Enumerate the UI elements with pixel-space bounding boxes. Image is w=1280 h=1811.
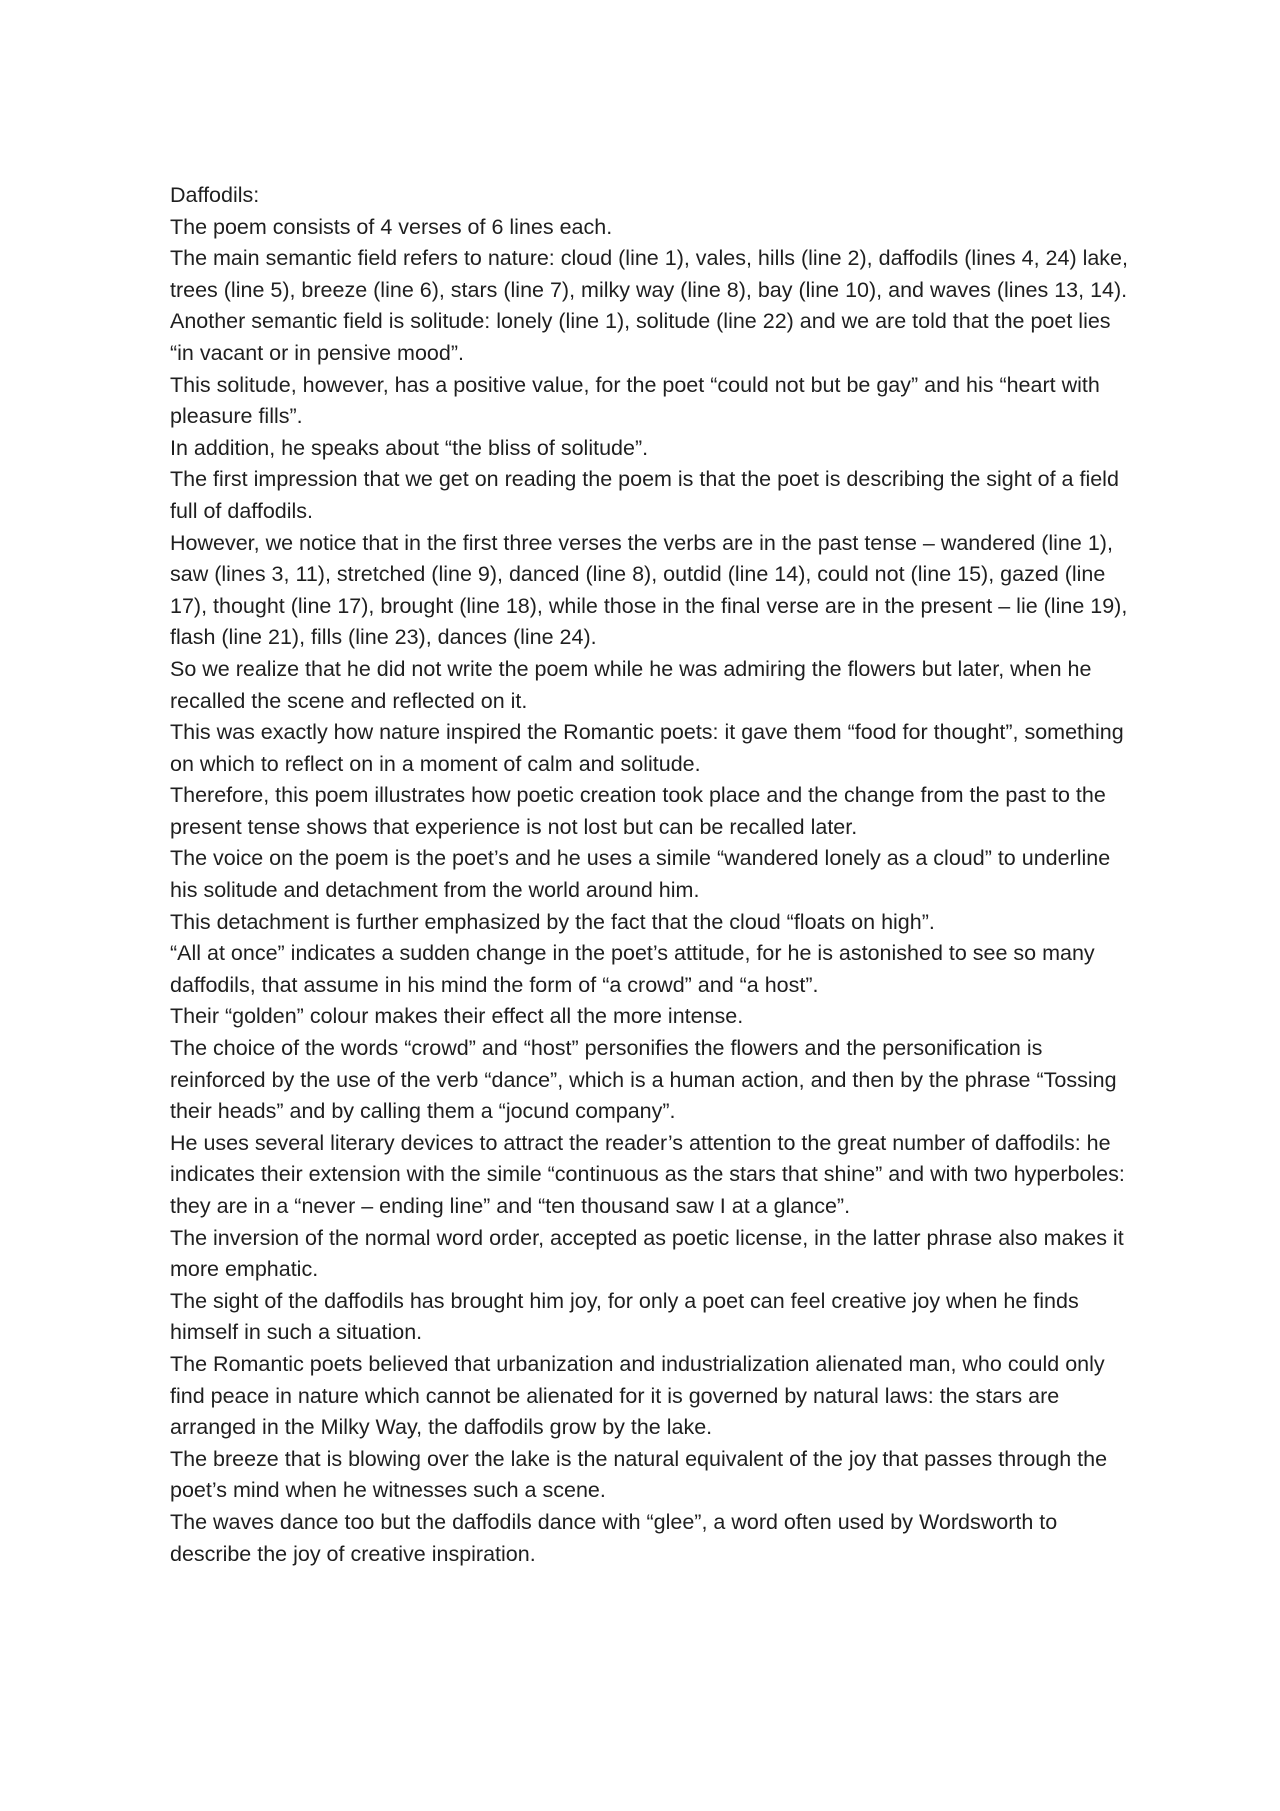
document-body <box>170 180 1130 1570</box>
paragraph: The voice on the poem is the poet’s and he uses a simile “wandered lonely as a cloud” to underline his solitude and detachment from the world around him. <box>170 846 1111 903</box>
paragraph: The waves dance too but the daffodils dance with “glee”, a word often used by Wordsworth to describe the joy of creative inspiration. <box>170 1509 1058 1566</box>
paragraph: The choice of the words “crowd” and “host” personifies the flowers and the personification is reinforced by the use of the verb “dance”, which is a human action, and then by the phrase “Tossing their heads” and by calling them a “jocund company”. <box>170 1036 1117 1124</box>
paragraph: However, we notice that in the first three verses the verbs are in the past tense – wandered (line 1), saw (lines 3, 11), stretched (line 9), danced (line 8), outdid (line 14), could not (line 15), gazed (line 17), thought (line 17), brought (line 18), while those in the final verse are in the present – lie (line 19), flash (line 21), fills (line 23), dances (line 24). <box>170 530 1128 650</box>
paragraph: “All at once” indicates a sudden change in the poet’s attitude, for he is astonished to see so many daffodils, that assume in his mind the form of “a crowd” and “a host”. <box>170 941 1095 997</box>
paragraph: The inversion of the normal word order, accepted as poetic license, in the latter phrase also makes it more emphatic. <box>170 1225 1124 1282</box>
paragraph: The sight of the daffodils has brought him joy, for only a poet can feel creative joy when he finds himself in such a situation. <box>170 1288 1079 1345</box>
paragraph: The Romantic poets believed that urbanization and industrialization alienated man, who could only find peace in nature which cannot be alienated for it is governed by natural laws: the stars are arranged in the Milky Way, the daffodils grow by the lake. <box>170 1351 1105 1440</box>
paragraph: This detachment is further emphasized by the fact that the cloud “floats on high”. <box>170 909 935 934</box>
paragraph: The breeze that is blowing over the lake is the natural equivalent of the joy that passes through the poet’s mind when he witnesses such a scene. <box>170 1446 1108 1503</box>
paragraph: Therefore, this poem illustrates how poetic creation took place and the change from the past to the present tense shows that experience is not lost but can be recalled later. <box>170 783 1106 839</box>
paragraph: This solitude, however, has a positive value, for the poet “could not but be gay” and his “heart with pleasure fills”. <box>170 372 1100 429</box>
paragraph: This was exactly how nature inspired the Romantic poets: it gave them “food for thought”, something on which to reflect on in a moment of calm and solitude. <box>170 720 1124 776</box>
document-title: Daffodils: <box>170 183 260 207</box>
paragraph: The first impression that we get on reading the poem is that the poet is describing the sight of a field full of daffodils. <box>170 467 1119 523</box>
paragraph: Another semantic field is solitude: lonely (line 1), solitude (line 22) and we are told that the poet lies “in vacant or in pensive mood”. <box>170 309 1111 365</box>
paragraph: Their “golden” colour makes their effect all the more intense. <box>170 1004 744 1029</box>
paragraph: So we realize that he did not write the poem while he was admiring the flowers but later, when he recalled the scene and reflected on it. <box>170 656 1092 713</box>
paragraph: The poem consists of 4 verses of 6 lines each. <box>170 214 613 239</box>
paragraph: In addition, he speaks about “the bliss of solitude”. <box>170 435 649 460</box>
paragraph: He uses several literary devices to attract the reader’s attention to the great number of daffodils: he indicates their extension with the simile “continuous as the stars that shine” and with two hyperboles: they are in a “never – ending line” and “ten thousand saw I at a glance”. <box>170 1130 1125 1218</box>
paragraph: The main semantic field refers to nature: cloud (line 1), vales, hills (line 2), daffodils (lines 4, 24) lake, trees (line 5), breeze (line 6), stars (line 7), milky way (line 8), bay (line 10), and waves (lines 13, 14). <box>170 246 1128 302</box>
